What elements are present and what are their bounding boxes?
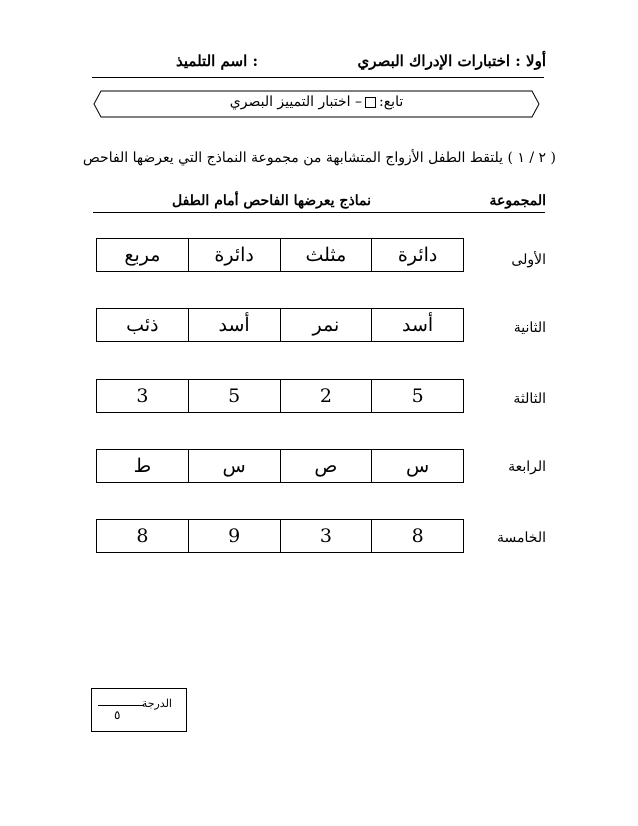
score-total: ٥: [114, 708, 121, 722]
models-column-header: نماذج يعرضها الفاحص أمام الطفل: [172, 193, 371, 209]
model-cell: أسد: [188, 309, 280, 341]
section-banner: [93, 90, 540, 118]
model-cell: 8: [136, 525, 149, 547]
models-row-fifth: [96, 519, 464, 553]
row-label-third: الثالثة: [513, 391, 546, 407]
model-cell: 5: [371, 380, 463, 412]
instruction-text: ( ٢ / ١ ) يلتقط الطفل الأزواج المتشابهة من مجموعة النماذج التي يعرضها الفاحص: [82, 150, 556, 166]
model-cell: نمر: [280, 309, 372, 341]
score-label: الدرجة: [141, 697, 172, 710]
row-label-first: الأولى: [511, 252, 546, 268]
header-divider: [92, 77, 544, 78]
models-row-third: [96, 379, 464, 413]
model-cell: 3: [136, 385, 149, 407]
test-title: أولا : اختبارات الإدراك البصري: [357, 52, 546, 70]
model-cell: 8: [371, 520, 463, 552]
score-fraction-line: [98, 705, 144, 706]
group-column-header: المجموعة: [489, 193, 546, 209]
model-cell: ط: [133, 455, 152, 477]
models-row-fourth: [96, 449, 464, 483]
model-cell: مثلث: [280, 239, 372, 271]
model-cell: ذئب: [126, 314, 159, 336]
row-label-second: الثانية: [513, 320, 546, 336]
model-cell: 5: [188, 380, 280, 412]
row-label-fourth: الرابعة: [508, 459, 546, 475]
banner-suffix: – اختبار التمييز البصري: [229, 94, 362, 110]
model-cell: س: [188, 450, 280, 482]
model-cell: أسد: [371, 309, 463, 341]
model-cell: 3: [280, 520, 372, 552]
model-cell: دائرة: [188, 239, 280, 271]
banner-prefix: تابع:: [379, 94, 404, 110]
models-row-second: [96, 308, 464, 342]
student-name-label: اسم التلميذ :: [176, 52, 259, 70]
row-label-fifth: الخامسة: [497, 530, 546, 546]
model-cell: 2: [280, 380, 372, 412]
models-row-first: [96, 238, 464, 272]
model-cell: س: [371, 450, 463, 482]
model-cell: دائرة: [371, 239, 463, 271]
checkbox-icon: [365, 97, 376, 108]
column-header-divider: [93, 212, 545, 213]
score-box: [91, 688, 187, 732]
model-cell: ص: [280, 450, 372, 482]
model-cell: 9: [188, 520, 280, 552]
model-cell: مربع: [124, 244, 161, 266]
